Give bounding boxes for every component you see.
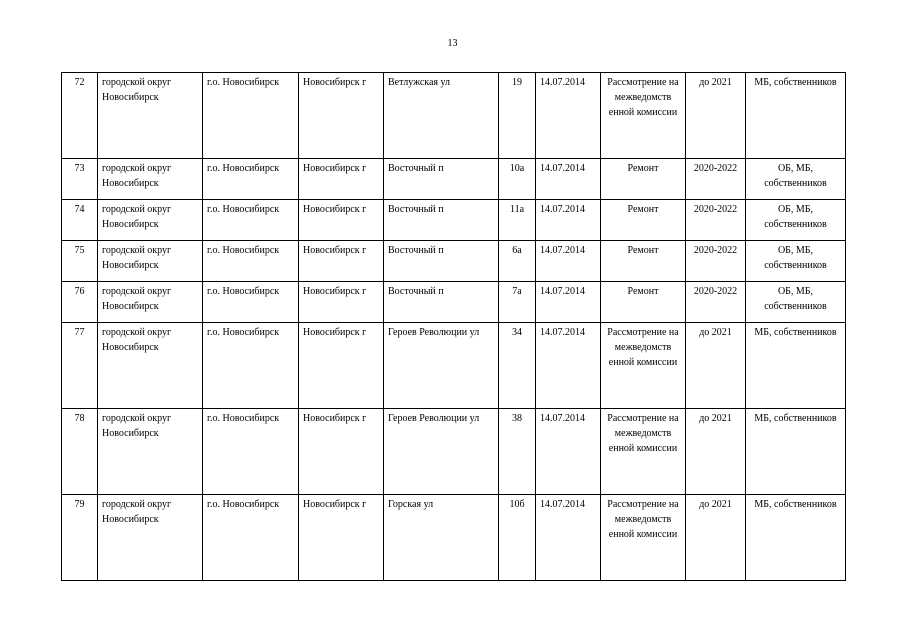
- house-number-cell: 11а: [499, 200, 536, 241]
- date-cell: 14.07.2014: [536, 200, 601, 241]
- municipality-cell: городской округ Новосибирск: [98, 282, 203, 323]
- municipality-cell: городской округ Новосибирск: [98, 323, 203, 409]
- period-cell: 2020-2022: [686, 159, 746, 200]
- city-cell: Новосибирск г: [299, 409, 384, 495]
- row-number: 77: [62, 323, 98, 409]
- locality-type-cell: г.о. Новосибирск: [203, 282, 299, 323]
- locality-type-cell: г.о. Новосибирск: [203, 241, 299, 282]
- date-cell: 14.07.2014: [536, 73, 601, 159]
- municipality-cell: городской округ Новосибирск: [98, 159, 203, 200]
- locality-type-cell: г.о. Новосибирск: [203, 323, 299, 409]
- municipality-cell: городской округ Новосибирск: [98, 73, 203, 159]
- status-cell: Рассмотрение на межведомств енной комиссии: [601, 495, 686, 581]
- table-row: [62, 159, 846, 200]
- row-number: 78: [62, 409, 98, 495]
- period-cell: до 2021: [686, 495, 746, 581]
- funding-cell: МБ, собственников: [746, 323, 846, 409]
- locality-type-cell: г.о. Новосибирск: [203, 495, 299, 581]
- status-cell: Ремонт: [601, 241, 686, 282]
- house-number-cell: 7а: [499, 282, 536, 323]
- street-cell: Героев Революции ул: [384, 409, 499, 495]
- city-cell: Новосибирск г: [299, 200, 384, 241]
- table-row: [62, 409, 846, 495]
- page-number: 13: [447, 38, 458, 49]
- row-number: 73: [62, 159, 98, 200]
- funding-cell: ОБ, МБ, собственников: [746, 282, 846, 323]
- date-cell: 14.07.2014: [536, 495, 601, 581]
- period-cell: до 2021: [686, 73, 746, 159]
- status-cell: Рассмотрение на межведомств енной комиссии: [601, 73, 686, 159]
- date-cell: 14.07.2014: [536, 323, 601, 409]
- street-cell: Восточный п: [384, 159, 499, 200]
- house-number-cell: 38: [499, 409, 536, 495]
- house-number-cell: 6а: [499, 241, 536, 282]
- row-number: 72: [62, 73, 98, 159]
- locality-type-cell: г.о. Новосибирск: [203, 159, 299, 200]
- street-cell: Горская ул: [384, 495, 499, 581]
- table-row: [62, 323, 846, 409]
- locality-type-cell: г.о. Новосибирск: [203, 73, 299, 159]
- house-number-cell: 19: [499, 73, 536, 159]
- street-cell: Восточный п: [384, 241, 499, 282]
- municipality-cell: городской округ Новосибирск: [98, 495, 203, 581]
- date-cell: 14.07.2014: [536, 159, 601, 200]
- table-row: [62, 73, 846, 159]
- house-number-cell: 10б: [499, 495, 536, 581]
- locality-type-cell: г.о. Новосибирск: [203, 409, 299, 495]
- table-row: [62, 282, 846, 323]
- house-number-cell: 10а: [499, 159, 536, 200]
- row-number: 75: [62, 241, 98, 282]
- table-row: [62, 200, 846, 241]
- row-number: 76: [62, 282, 98, 323]
- table-row: [62, 495, 846, 581]
- city-cell: Новосибирск г: [299, 495, 384, 581]
- funding-cell: ОБ, МБ, собственников: [746, 241, 846, 282]
- date-cell: 14.07.2014: [536, 241, 601, 282]
- row-number: 79: [62, 495, 98, 581]
- period-cell: до 2021: [686, 409, 746, 495]
- street-cell: Героев Революции ул: [384, 323, 499, 409]
- funding-cell: МБ, собственников: [746, 73, 846, 159]
- period-cell: до 2021: [686, 323, 746, 409]
- status-cell: Рассмотрение на межведомств енной комиссии: [601, 409, 686, 495]
- funding-cell: МБ, собственников: [746, 409, 846, 495]
- date-cell: 14.07.2014: [536, 409, 601, 495]
- municipality-cell: городской округ Новосибирск: [98, 200, 203, 241]
- street-cell: Восточный п: [384, 282, 499, 323]
- street-cell: Восточный п: [384, 200, 499, 241]
- locality-type-cell: г.о. Новосибирск: [203, 200, 299, 241]
- city-cell: Новосибирск г: [299, 241, 384, 282]
- status-cell: Ремонт: [601, 200, 686, 241]
- funding-cell: МБ, собственников: [746, 495, 846, 581]
- table-row: [62, 241, 846, 282]
- date-cell: 14.07.2014: [536, 282, 601, 323]
- period-cell: 2020-2022: [686, 241, 746, 282]
- funding-cell: ОБ, МБ, собственников: [746, 159, 846, 200]
- street-cell: Ветлужская ул: [384, 73, 499, 159]
- status-cell: Ремонт: [601, 282, 686, 323]
- period-cell: 2020-2022: [686, 282, 746, 323]
- municipality-cell: городской округ Новосибирск: [98, 241, 203, 282]
- city-cell: Новосибирск г: [299, 282, 384, 323]
- city-cell: Новосибирск г: [299, 73, 384, 159]
- status-cell: Ремонт: [601, 159, 686, 200]
- house-number-cell: 34: [499, 323, 536, 409]
- city-cell: Новосибирск г: [299, 323, 384, 409]
- funding-cell: ОБ, МБ, собственников: [746, 200, 846, 241]
- housing-register-table: [61, 72, 846, 581]
- city-cell: Новосибирск г: [299, 159, 384, 200]
- row-number: 74: [62, 200, 98, 241]
- municipality-cell: городской округ Новосибирск: [98, 409, 203, 495]
- status-cell: Рассмотрение на межведомств енной комиссии: [601, 323, 686, 409]
- period-cell: 2020-2022: [686, 200, 746, 241]
